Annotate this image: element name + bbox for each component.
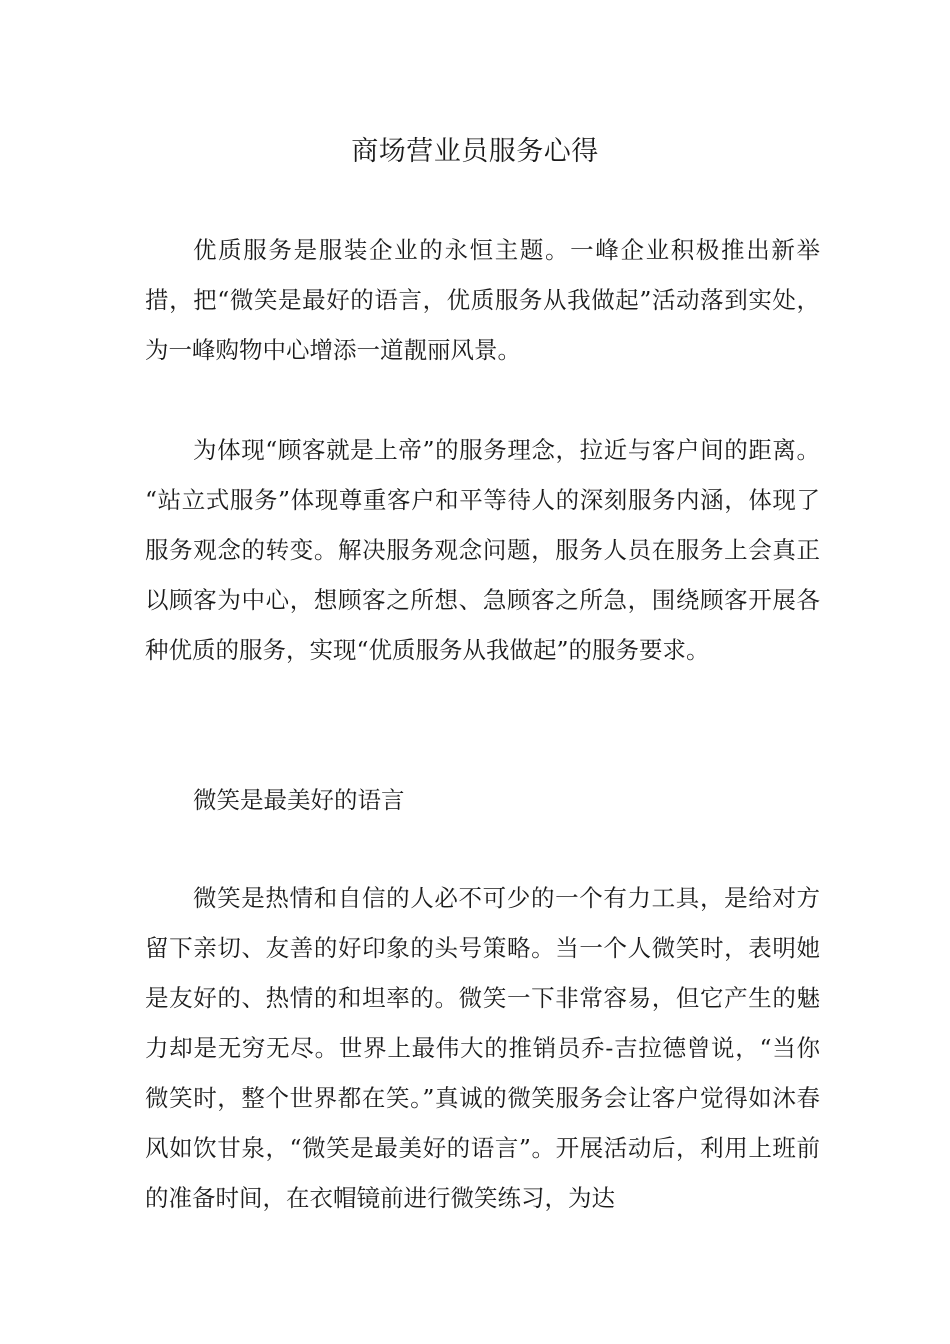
section-heading-smile: 微笑是最美好的语言 <box>193 786 405 814</box>
paragraph-service-concept: 为体现“顾客就是上帝”的服务理念，拉近与客户间的距离。 “站立式服务”体现尊重客户和平等待人的深刻服务内涵，体现了服务观念的转变。解决服务观念问题，服务人员在服务上会真正以顾客为中心，想顾客之所想、急顾客之所急，围绕顾客开展各种优质的服务，实现“优质服务从我做起”的服务要求。 <box>145 436 820 664</box>
document-title: 商场营业员服务心得 <box>351 136 599 167</box>
paragraph-smile: 微笑是热情和自信的人必不可少的一个有力工具，是给对方留下亲切、友善的好印象的头号策略。当一个人微笑时，表明她是友好的、热情的和坦率的。微笑一下非常容易，但它产生的魅力却是无穷无尽。世界上最伟大的推销员乔-吉拉德曾说，“当你微笑时，整个世界都在笑。”真诚的微笑服务会让客户觉得如沐春风如饮甘泉，“微笑是最美好的语言”。开展活动后，利用上班前的准备时间，在衣帽镜前进行微笑练习，为达 <box>145 884 820 1212</box>
paragraph-intro: 优质服务是服装企业的永恒主题。一峰企业积极推出新举措，把“微笑是最好的语言，优质服务从我做起”活动落到实处，为一峰购物中心增添一道靓丽风景。 <box>145 236 820 364</box>
